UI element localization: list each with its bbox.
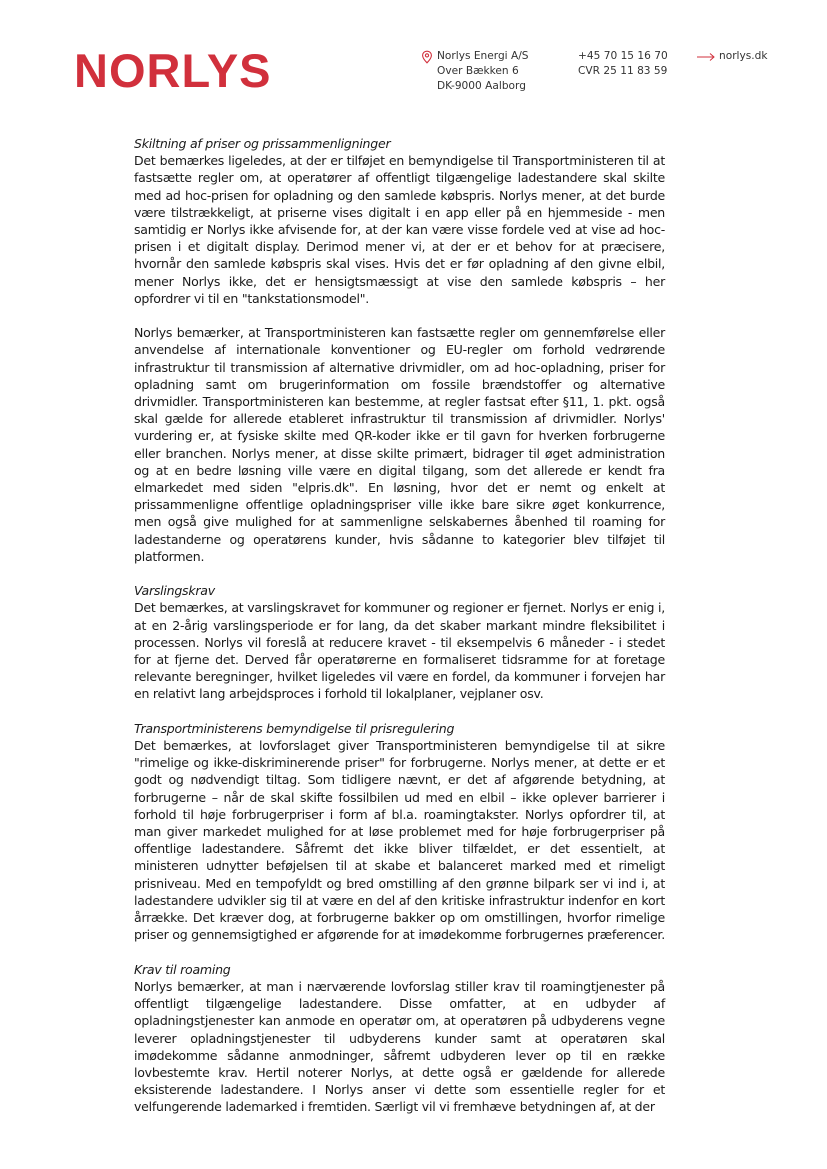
section-heading-roaming: Krav til roaming <box>134 961 231 977</box>
paragraph-notice-requirement: Det bemærkes, at varslingskravet for kommuner og regioner er fjernet. Norlys er enig i, at en 2-årig varslingsperiode er for lang, da det skaber markant mindre fleksibilitet i processen. Norlys vil foreslå at reducere kravet - til eksempelvis 6 måneder - i stedet for at fjerne det. Derved får operatørerne en formaliseret tidsramme for at foretage relevante beregninger, hvilket ligeledes vil være en fordel, da kommuner i forvejen har en relativt lang arbejdsproces i forhold til lokalplaner, vejplaner osv. <box>134 600 665 702</box>
phone-number: +45 70 15 16 70 <box>578 50 668 62</box>
paragraph-price-regulation: Det bemærkes, at lovforslaget giver Transportministeren bemyndigelse til at sikre "rimelige og ikke-diskriminerende priser" for forbrugerne. Norlys mener, at dette er et godt og nødvendigt tiltag. Som tidligere nævnt, er det af afgørende betydning, at forbrugerne – når de skal skifte fossilbilen ud med en elbil – ikke oplever barrierer i forhold til høje forbrugerpriser i form af bl.a. roamingtakster. Norlys opfordrer til, at man giver markedet mulighed for at løse problemet med for høje forbrugerpriser på offentlige ladestandere. Såfremt det ikke bliver tilfældet, er det essentielt, at ministeren udnytter beføjelsen til at skabe et balanceret marked med et rimeligt prisniveau. Med en tempofyldt og bred omstilling af den grønne bilpark ser vi ind i, at ladestandere udvikler sig til at være en del af den kritiske infrastruktur indenfor en kort årrække. Det kræver dog, at forbrugerne bakker op om omstillingen, hvorfor rimelige priser og gennemsigtighed er afgørende for at imødekomme forbrugernes præferencer. <box>134 738 665 943</box>
section-heading-notice-requirement: Varslingskrav <box>134 583 215 599</box>
section-heading-price-signage: Skiltning af priser og prissammenligninger <box>134 136 391 151</box>
paragraph-price-signage: Det bemærkes ligeledes, at der er tilføjet en bemyndigelse til Transportministeren til at fastsætte regler om, at operatører af offentligt tilgængelige ladestandere skal skilte med ad hoc-prisen for opladning og den samlede købspris. Norlys mener, at det burde være tilstrækkeligt, at priserne vises digitalt i en app eller på en hjemmeside - men samtidig er Norlys ikke afvisende for, at der kan være visse fordele ved at vise ad hoc-prisen i et digitalt display. Derimod mener vi, at der er et behov for at præcisere, hvornår den samlede købspris skal vises. Hvis det er før opladning af den givne elbil, mener Norlys ikke, det er hensigtsmæssigt at vise den samlede købspris – her opfordrer vi til en "tankstationsmodel". <box>134 153 665 306</box>
company-address <box>437 49 529 94</box>
company-contact <box>578 49 668 79</box>
location-pin-icon <box>420 50 434 64</box>
address-line-1: Norlys Energi A/S <box>437 50 529 62</box>
arrow-right-icon <box>696 52 716 62</box>
website-link[interactable]: norlys.dk <box>719 50 768 62</box>
section-heading-price-regulation: Transportministerens bemyndigelse til prisregulering <box>134 720 455 736</box>
letter-body <box>134 135 665 1133</box>
norlys-logo <box>74 44 272 97</box>
address-line-2: Over Bækken 6 <box>437 65 519 77</box>
logo-text: NORLYS <box>74 44 272 97</box>
address-line-3: DK-9000 Aalborg <box>437 80 526 92</box>
paragraph-transport-minister-rules: Norlys bemærker, at Transportministeren kan fastsætte regler om gennemførelse eller anvendelse af internationale konventioner og EU-regler om forhold vedrørende infrastruktur til transmission af alternative drivmidler, om ad hoc-opladning, priser for opladning samt om brugerinformation om fossile brændstoffer og alternative drivmidler. Transportministeren kan bestemme, at regler fastsat efter §11, 1. pkt. også skal gælde for allerede etableret infrastruktur til transmission af drivmidler. Norlys' vurdering er, at fysiske skilte med QR-koder ikke er til gavn for hverken forbrugerne eller branchen. Norlys mener, at disse skilte primært, bidrager til øget administration og at en bedre løsning ville være en digital tilgang, som det allerede er kendt fra elmarkedet med siden "elpris.dk". En løsning, hvor det er nemt og enkelt at prissammenligne offentlige opladningspriser ville ikke bare sikre øget konkurrence, men også give mulighed for at sammenligne selskabernes åbenhed til roaming for ladestanderne og operatørens kunder, hvis sådanne to kategorier blev tilføjet til platformen. <box>134 325 665 564</box>
paragraph-roaming: Norlys bemærker, at man i nærværende lovforslag stiller krav til roamingtjenester på offentligt tilgængelige ladestandere. Disse omfatter, at en udbyder af opladningstjenester kan anmode en operatør om, at operatøren på udbyderens vegne leverer opladningstjenester til udbyderens kunder samt at operatøren skal imødekomme sådanne anmodninger, såfremt udbyderen lever op til en række lovbestemte krav. Hertil noterer Norlys, at dette også er gældende for allerede eksisterende ladestandere. I Norlys anser vi dette som essentielle regler for et velfungerende lademarked i fremtiden. Særligt vil vi fremhæve betydningen af, at der <box>134 978 665 1115</box>
cvr-number: CVR 25 11 83 59 <box>578 65 668 77</box>
